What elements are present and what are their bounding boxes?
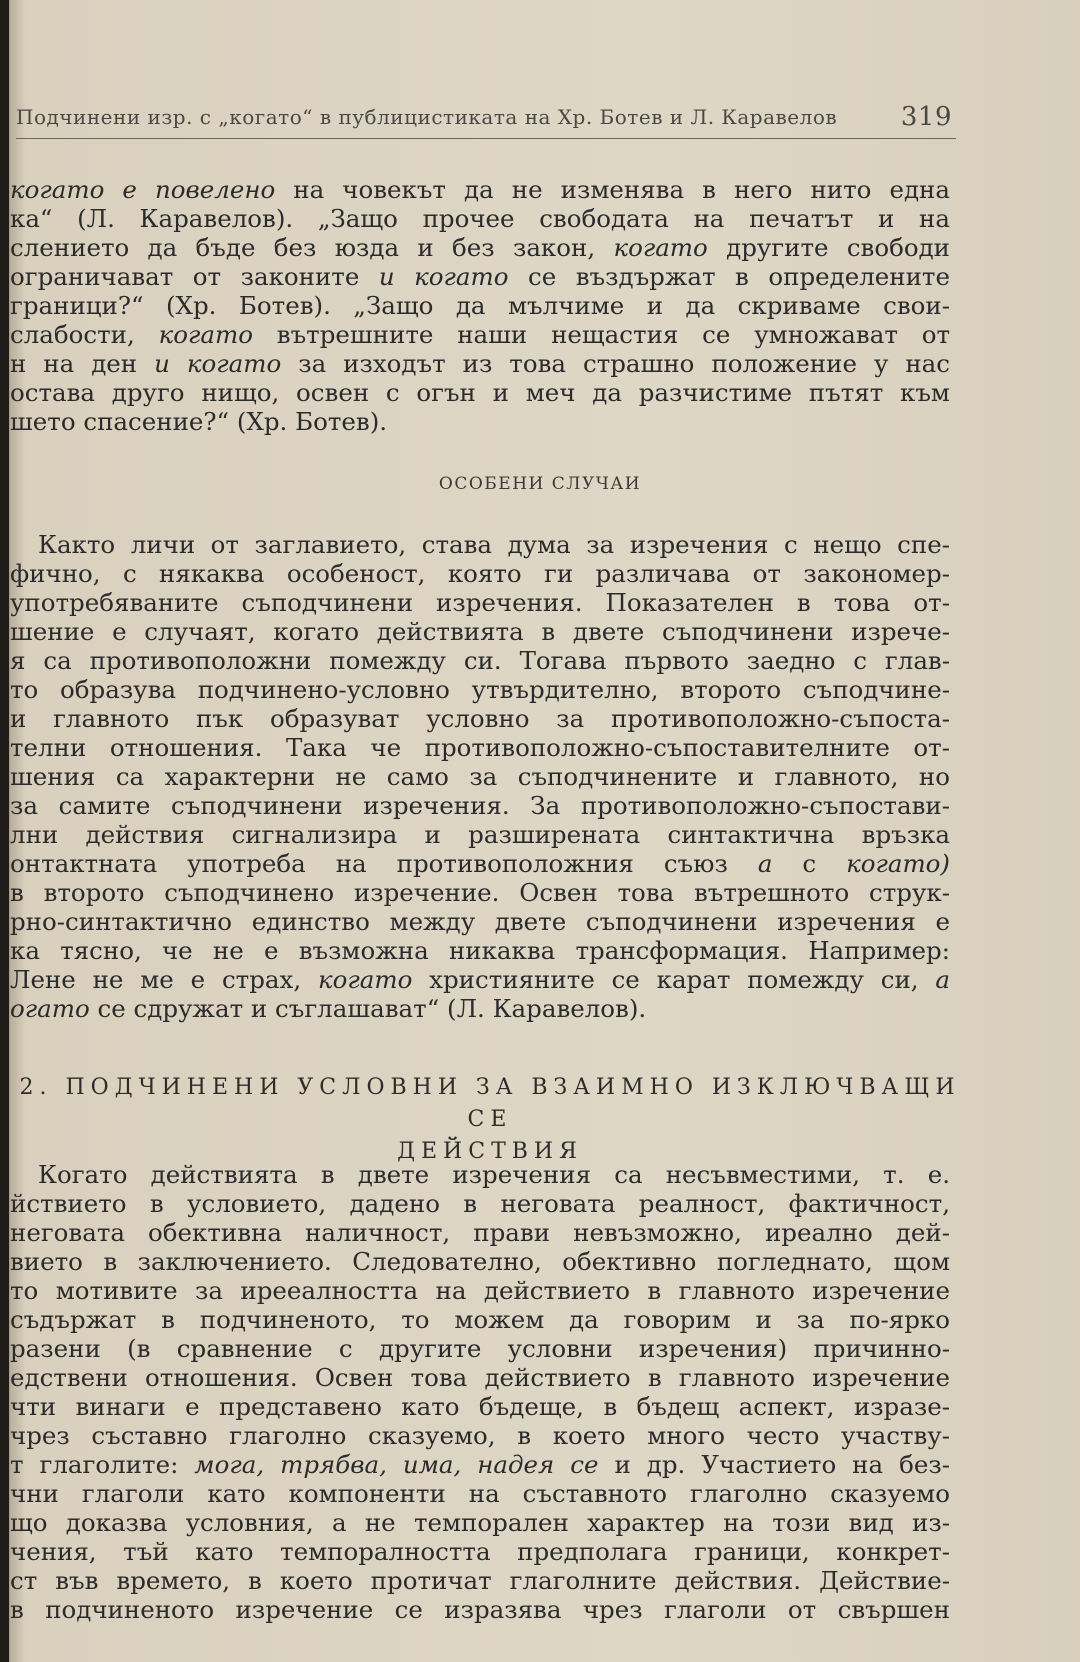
italic-segment: огато: [10, 994, 90, 1023]
text-line: [10, 1508, 950, 1537]
text-line: [10, 965, 950, 994]
text-segment: на човекът да не изменява в него нито една: [275, 175, 950, 204]
text-segment: чрез съставно глаголно сказуемо, в което много често участву-: [10, 1421, 950, 1450]
text-line: [10, 617, 950, 646]
text-line: [10, 1392, 950, 1421]
text-line: [10, 233, 950, 262]
text-line: [10, 1160, 950, 1189]
text-segment: Когато действията в двете изречения са несъвместими, т. е.: [38, 1160, 950, 1189]
text-segment: онтактната употреба на противоположния съюз: [10, 849, 758, 878]
text-line: [10, 1595, 950, 1624]
text-line: [10, 849, 950, 878]
text-segment: употребяваните съподчинени изречения. Показателен в това от-: [10, 588, 950, 617]
text-segment: и главното пък образуват условно за противоположно-съпоста-: [10, 704, 950, 733]
text-segment: граници?“ (Хр. Ботев). „Защо да мълчиме и да скриваме свои-: [10, 291, 950, 320]
text-segment: се въздържат в определените: [508, 262, 950, 291]
text-line: [10, 675, 950, 704]
paragraph-3: [10, 1160, 950, 1624]
italic-segment: когато е повелено: [10, 175, 276, 204]
italic-segment: а: [935, 965, 951, 994]
paragraph-2: [10, 530, 950, 1023]
text-segment: ограничават от законите: [10, 262, 379, 291]
text-line: [10, 1334, 950, 1363]
text-line: [10, 791, 950, 820]
text-segment: чни глаголи като компоненти на съставното глаголно сказуемо: [10, 1479, 950, 1508]
text-line: [10, 175, 950, 204]
header-divider: [16, 138, 956, 139]
text-segment: вието в заключението. Следователно, обективно погледнато, щом: [10, 1247, 950, 1276]
text-line: [10, 704, 950, 733]
text-line: [10, 936, 950, 965]
text-segment: фично, с някаква особеност, която ги различава от закономер-: [10, 559, 950, 588]
text-line: [10, 588, 950, 617]
text-segment: я са противоположни помежду си. Тогава първото заедно с глав-: [10, 646, 950, 675]
italic-segment: когато: [317, 965, 413, 994]
text-segment: йствието в условието, дадено в неговата реалност, фактичност,: [10, 1189, 950, 1218]
text-line: [10, 994, 950, 1023]
text-segment: ка“ (Л. Каравелов). „Защо прочее свободата на печатът и на: [10, 204, 950, 233]
text-segment: шето спасение?“ (Хр. Ботев).: [10, 407, 388, 436]
text-segment: ст във времето, в което протичат глаголните действия. Действие-: [10, 1566, 950, 1595]
section-title-line-1: 2. ПОДЧИНЕНИ УСЛОВНИ ЗА ВЗАИМНО ИЗКЛЮЧВАЩИ СЕ: [19, 1075, 961, 1132]
text-segment: християните се карат помежду си,: [412, 965, 936, 994]
text-segment: разени (в сравнение с другите условни изречения) причинно-: [10, 1334, 950, 1363]
text-line: [10, 1450, 950, 1479]
text-segment: шения са характерни не само за съподчинените и главното, но: [10, 762, 950, 791]
text-segment: с: [772, 849, 847, 878]
text-segment: и др. Участието на без-: [598, 1450, 950, 1479]
text-segment: слението да бъде без юзда и без закон,: [10, 233, 614, 262]
paragraph-1: [10, 175, 950, 436]
italic-segment: а: [757, 849, 773, 878]
text-line: [10, 1218, 950, 1247]
text-segment: едствени отношения. Освен това действието в главното изречение: [10, 1363, 950, 1392]
text-line: [10, 559, 950, 588]
text-segment: т глаголите:: [10, 1450, 195, 1479]
page-number: 319: [900, 102, 952, 132]
text-line: [10, 762, 950, 791]
text-segment: в второто съподчинено изречение. Освен това вътрешното струк-: [10, 878, 950, 907]
text-segment: съдържат в подчиненото, то можем да говорим и за по-ярко: [10, 1305, 950, 1334]
text-line: [10, 378, 950, 407]
text-segment: неговата обективна наличност, прави невъзможно, иреално дей-: [10, 1218, 950, 1247]
italic-segment: когато): [846, 849, 950, 878]
book-spine-shadow: [0, 0, 9, 1662]
text-segment: то мотивите за ирееалността на действието в главното изречение: [10, 1276, 950, 1305]
text-segment: чения, тъй като темпоралността предполага граници, конкрет-: [10, 1537, 950, 1566]
italic-segment: мога, трябва, има, надея се: [194, 1450, 599, 1479]
text-line: [10, 1247, 950, 1276]
text-line: [10, 320, 950, 349]
text-line: [10, 1276, 950, 1305]
text-line: [10, 530, 950, 559]
running-header: [16, 102, 956, 132]
text-line: [10, 1305, 950, 1334]
text-segment: Както личи от заглавието, става дума за изречения с нещо спе-: [38, 530, 950, 559]
text-line: [10, 1566, 950, 1595]
text-segment: що доказва условния, а не темпорален характер на този вид из-: [10, 1508, 950, 1537]
text-line: [10, 1189, 950, 1218]
running-title: Подчинени изр. с „когато“ в публицистиката на Хр. Ботев и Л. Каравелов: [16, 105, 838, 129]
text-segment: лни действия сигнализира и разширената синтактична връзка: [10, 820, 950, 849]
italic-segment: и когато: [378, 262, 509, 291]
text-line: [10, 1479, 950, 1508]
text-segment: телни отношения. Така че противоположно-съпоставителните от-: [10, 733, 950, 762]
text-segment: Лене не ме е страх,: [10, 965, 318, 994]
text-segment: то образува подчинено-условно утвърдително, второто съподчине-: [10, 675, 950, 704]
text-line: [10, 646, 950, 675]
text-segment: се сдружат и съглашават“ (Л. Каравелов).: [89, 994, 647, 1023]
text-segment: рно-синтактично единство между двете съподчинени изречения е: [10, 907, 950, 936]
text-segment: остава друго нищо, освен с огън и меч да разчистиме пътят към: [10, 378, 950, 407]
text-line: [10, 349, 950, 378]
text-line: [10, 262, 950, 291]
text-segment: шение е случаят, когато действията в двете съподчинени изрече-: [10, 617, 950, 646]
text-segment: другите свободи: [707, 233, 950, 262]
text-segment: в подчиненото изречение се изразява чрез глаголи от свършен: [10, 1595, 950, 1624]
subheading: ОСОБЕНИ СЛУЧАИ: [438, 474, 642, 494]
section-title: [10, 1072, 970, 1168]
text-line: [10, 733, 950, 762]
text-segment: за самите съподчинени изречения. За противоположно-съпостави-: [10, 791, 950, 820]
text-line: [10, 907, 950, 936]
text-line: [10, 1363, 950, 1392]
text-segment: чти винаги е представено като бъдеще, в бъдещ аспект, изразе-: [10, 1392, 950, 1421]
text-line: [10, 878, 950, 907]
section-title-line-2: ДЕЙСТВИЯ: [397, 1139, 583, 1164]
text-line: [10, 1537, 950, 1566]
text-line: [10, 291, 950, 320]
text-line: [10, 820, 950, 849]
text-line: [10, 407, 950, 436]
text-segment: за изходът из това страшно положение у нас: [281, 349, 950, 378]
text-segment: слабости,: [10, 320, 159, 349]
text-line: [10, 204, 950, 233]
text-segment: вътрешните наши нещастия се умножават от: [252, 320, 950, 349]
text-segment: н на ден: [10, 349, 155, 378]
italic-segment: когато: [613, 233, 708, 262]
italic-segment: когато: [158, 320, 253, 349]
italic-segment: и когато: [154, 349, 282, 378]
text-line: [10, 1421, 950, 1450]
text-segment: ка тясно, че не е възможна никаква трансформация. Например:: [10, 936, 950, 965]
